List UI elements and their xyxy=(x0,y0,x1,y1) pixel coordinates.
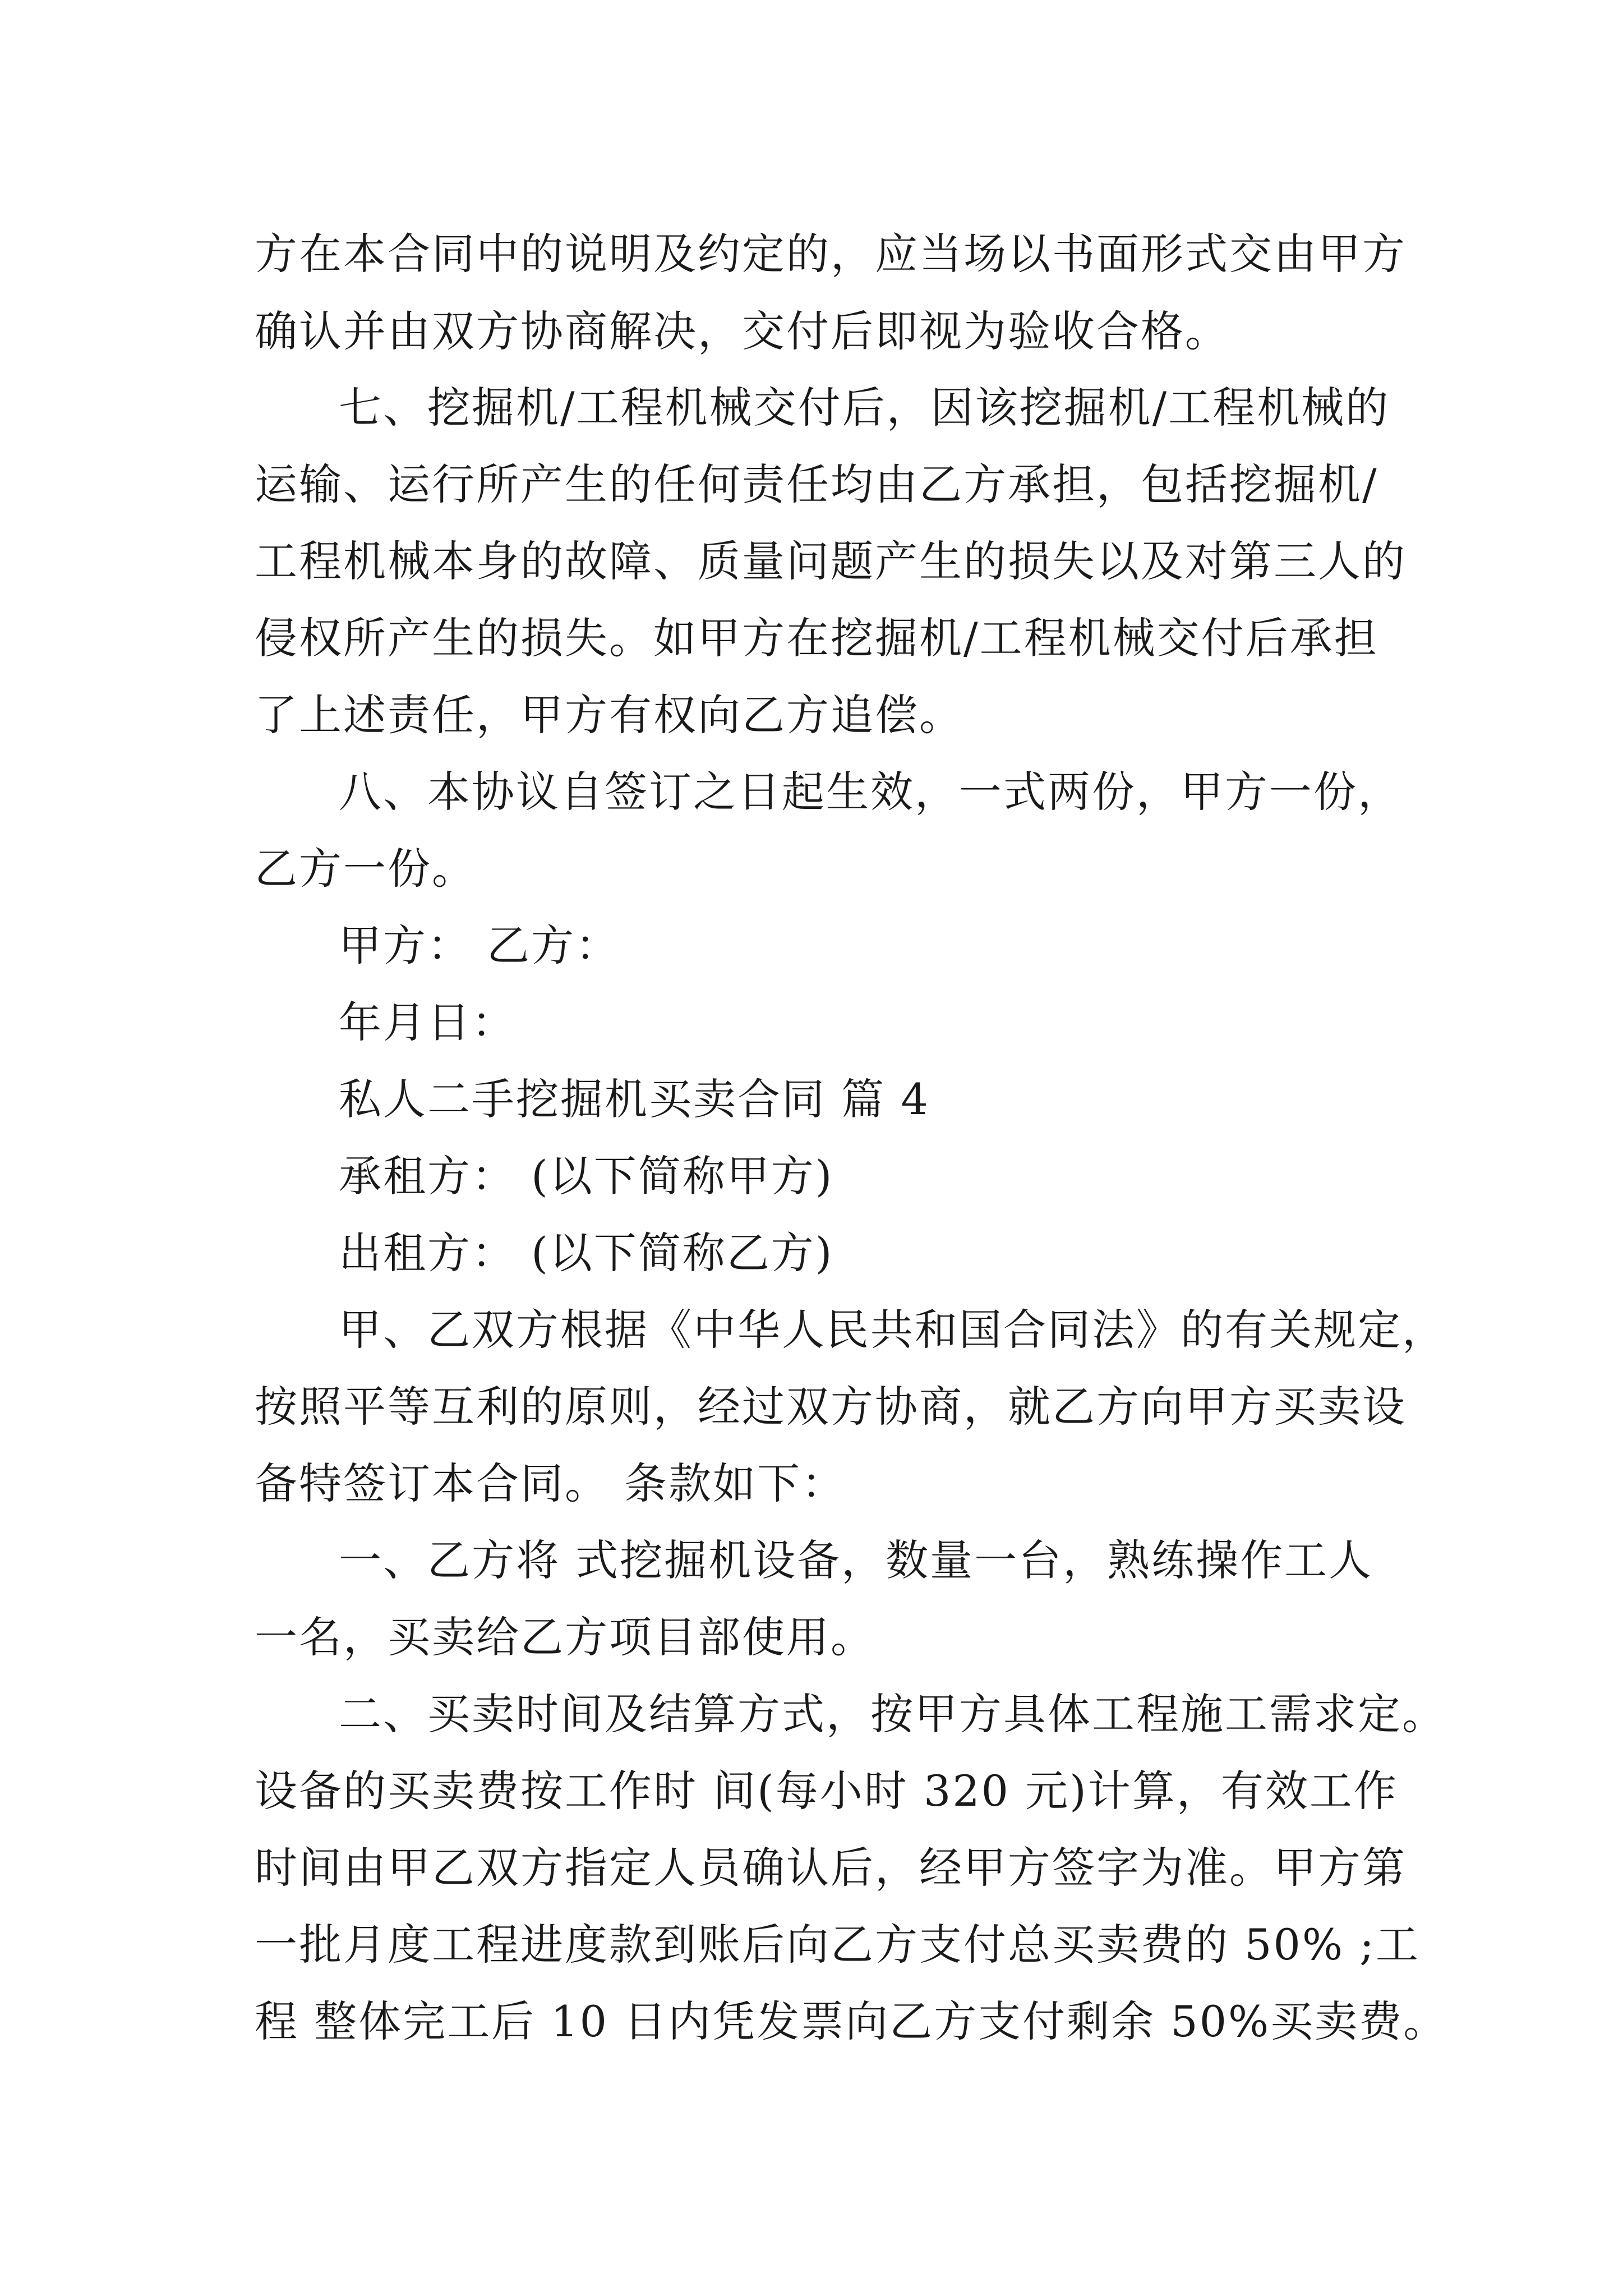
text-line: 了上述责任，甲方有权向乙方追偿。 xyxy=(255,690,963,740)
text-line: 侵权所产生的损失。如甲方在挖掘机/工程机械交付后承担 xyxy=(255,613,1378,663)
text-line: 七、挖掘机/工程机械交付后，因该挖掘机/工程机械的 xyxy=(339,383,1390,432)
signature-parties-line: 甲方： 乙方： xyxy=(339,921,620,970)
lessee-line: 承租方： (以下简称甲方) xyxy=(339,1151,834,1201)
text-line: 乙方一份。 xyxy=(255,844,476,894)
text-line: 甲、乙双方根据《中华人民共和国合同法》的有关规定， xyxy=(339,1305,1446,1355)
text-line: 一名，买卖给乙方项目部使用。 xyxy=(255,1612,875,1662)
text-line: 工程机械本身的故障、质量问题产生的损失以及对第三人的 xyxy=(255,536,1407,586)
text-line: 确认并由双方协商解决，交付后即视为验收合格。 xyxy=(255,306,1229,356)
text-line: 方在本合同中的说明及约定的，应当场以书面形式交由甲方 xyxy=(255,229,1407,279)
text-line: 一批月度工程进度款到账后向乙方支付总买卖费的 50% ;工 xyxy=(255,1920,1420,1970)
text-line: 运输、运行所产生的任何责任均由乙方承担，包括挖掘机/ xyxy=(255,459,1378,509)
text-line: 八、本协议自签订之日起生效，一式两份，甲方一份， xyxy=(339,767,1402,817)
text-line: 时间由甲乙双方指定人员确认后，经甲方签字为准。甲方第 xyxy=(255,1843,1407,1893)
text-line: 设备的买卖费按工作时 间(每小时 320 元)计算，有效工作 xyxy=(255,1766,1398,1816)
text-line: 按照平等互利的原则，经过双方协商，就乙方向甲方买卖设 xyxy=(255,1382,1407,1432)
text-line: 一、乙方将 式挖掘机设备，数量一台，熟练操作工人 xyxy=(339,1535,1373,1585)
text-line: 备特签订本合同。 条款如下： xyxy=(255,1458,846,1508)
lessor-line: 出租方： (以下简称乙方) xyxy=(339,1228,834,1278)
text-line: 二、买卖时间及结算方式，按甲方具体工程施工需求定。 xyxy=(339,1689,1446,1739)
section-heading: 私人二手挖掘机买卖合同 篇 4 xyxy=(339,1074,930,1124)
date-line: 年月日： xyxy=(339,997,516,1047)
text-line: 程 整体完工后 10 日内凭发票向乙方支付剩余 50%买卖费。 xyxy=(255,1996,1448,2046)
